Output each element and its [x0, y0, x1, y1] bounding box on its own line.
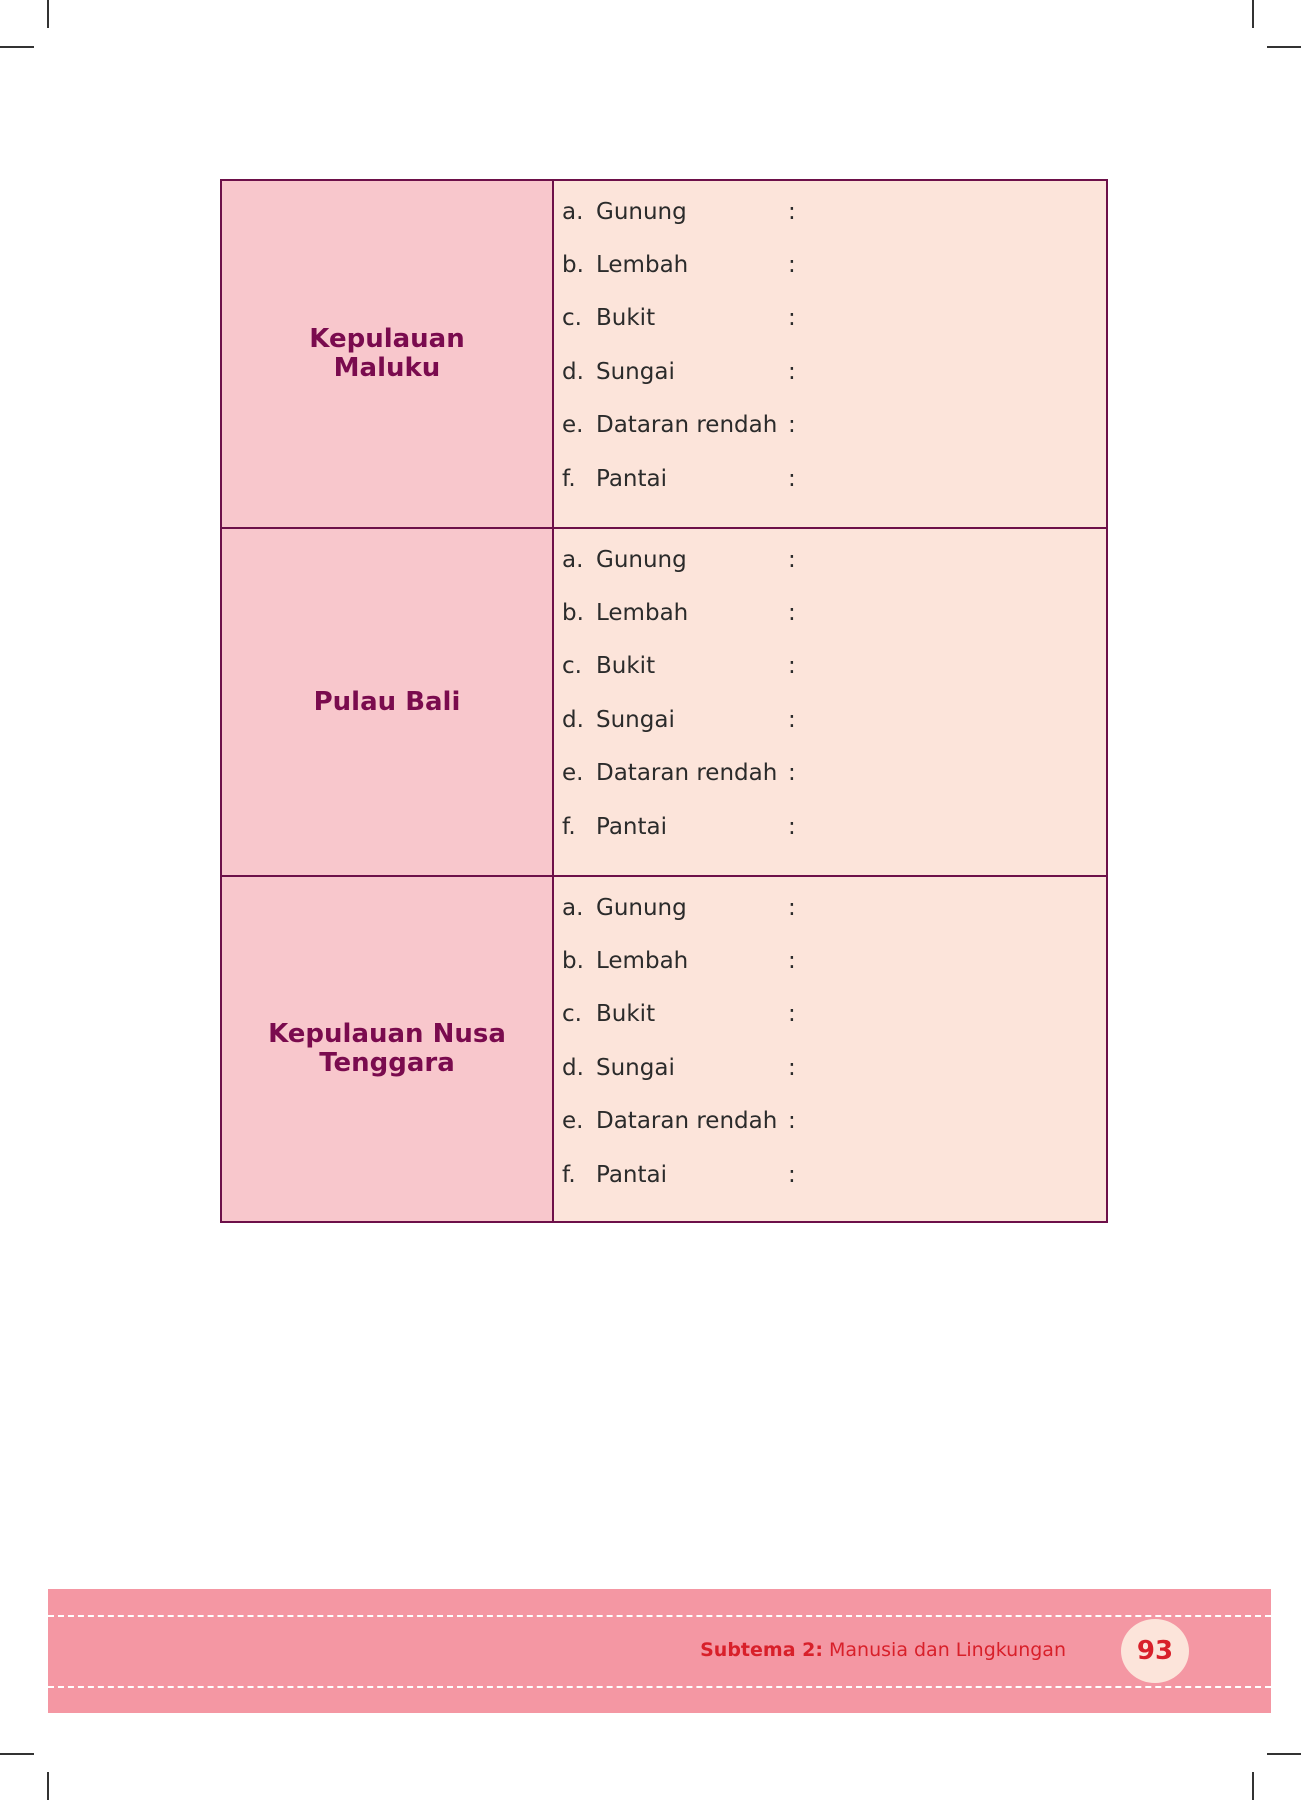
feature-label: Bukit	[596, 305, 656, 332]
feature-item	[554, 988, 1106, 1041]
subtema-label: Subtema 2:	[700, 1639, 823, 1661]
feature-colon: :	[788, 948, 796, 975]
feature-letter: c.	[562, 1001, 582, 1028]
feature-item	[554, 399, 1106, 452]
feature-item	[554, 452, 1106, 505]
feature-colon: :	[788, 546, 796, 573]
feature-letter: f.	[562, 1161, 576, 1188]
feature-item	[554, 934, 1106, 987]
feature-letter: f.	[562, 465, 576, 492]
feature-item	[554, 693, 1106, 746]
feature-item	[554, 533, 1106, 586]
feature-label: Dataran rendah	[596, 760, 778, 787]
crop-mark	[1252, 0, 1254, 28]
feature-colon: :	[788, 252, 796, 279]
feature-item	[554, 747, 1106, 800]
feature-item	[554, 238, 1106, 291]
feature-colon: :	[788, 894, 796, 921]
feature-letter: e.	[562, 760, 584, 787]
features-cell	[554, 181, 1106, 527]
region-name-cell	[222, 181, 554, 527]
footer-dashed-line	[48, 1686, 1271, 1688]
feature-label: Sungai	[596, 358, 675, 385]
crop-mark	[47, 1772, 49, 1800]
feature-label: Gunung	[596, 546, 687, 573]
feature-colon: :	[788, 1001, 796, 1028]
feature-colon: :	[788, 600, 796, 627]
crop-mark	[1267, 46, 1301, 48]
feature-label: Pantai	[596, 1161, 668, 1188]
feature-colon: :	[788, 653, 796, 680]
feature-label: Dataran rendah	[596, 1108, 778, 1135]
feature-colon: :	[788, 465, 796, 492]
feature-colon: :	[788, 1108, 796, 1135]
feature-item	[554, 881, 1106, 934]
feature-item	[554, 1148, 1106, 1201]
feature-colon: :	[788, 412, 796, 439]
feature-letter: c.	[562, 653, 582, 680]
feature-label: Sungai	[596, 1054, 675, 1081]
crop-mark	[47, 0, 49, 28]
feature-label: Pantai	[596, 465, 668, 492]
feature-label: Dataran rendah	[596, 412, 778, 439]
feature-item	[554, 292, 1106, 345]
feature-colon: :	[788, 1161, 796, 1188]
region-name-cell	[222, 877, 554, 1221]
feature-item	[554, 185, 1106, 238]
feature-label: Lembah	[596, 948, 689, 975]
feature-letter: f.	[562, 813, 576, 840]
crop-mark	[1252, 1772, 1254, 1800]
feature-colon: :	[788, 760, 796, 787]
feature-colon: :	[788, 813, 796, 840]
feature-letter: a.	[562, 198, 584, 225]
feature-item	[554, 640, 1106, 693]
feature-letter: d.	[562, 706, 584, 733]
feature-letter: b.	[562, 252, 584, 279]
feature-label: Bukit	[596, 653, 656, 680]
feature-label: Bukit	[596, 1001, 656, 1028]
feature-label: Gunung	[596, 894, 687, 921]
feature-letter: a.	[562, 894, 584, 921]
crop-mark	[0, 1753, 34, 1755]
page-number: 93	[1136, 1636, 1174, 1666]
feature-item	[554, 1095, 1106, 1148]
feature-colon: :	[788, 706, 796, 733]
feature-label: Lembah	[596, 252, 689, 279]
feature-letter: b.	[562, 948, 584, 975]
region-name-cell	[222, 529, 554, 875]
footer-dashed-line	[48, 1615, 1271, 1617]
feature-label: Pantai	[596, 813, 668, 840]
feature-colon: :	[788, 358, 796, 385]
feature-letter: c.	[562, 305, 582, 332]
feature-letter: a.	[562, 546, 584, 573]
page-footer	[48, 1589, 1271, 1713]
feature-item	[554, 800, 1106, 853]
feature-letter: d.	[562, 358, 584, 385]
landform-worksheet-table	[220, 179, 1108, 1223]
feature-label: Lembah	[596, 600, 689, 627]
features-cell	[554, 529, 1106, 875]
feature-item	[554, 345, 1106, 398]
feature-colon: :	[788, 305, 796, 332]
subtema-title: Manusia dan Lingkungan	[829, 1639, 1066, 1661]
region-name: Kepulauan Maluku	[309, 324, 465, 383]
features-cell	[554, 877, 1106, 1221]
region-row-maluku	[222, 181, 1106, 529]
feature-letter: b.	[562, 600, 584, 627]
page-number-badge	[1121, 1619, 1189, 1683]
feature-colon: :	[788, 1054, 796, 1081]
feature-letter: d.	[562, 1054, 584, 1081]
feature-label: Sungai	[596, 706, 675, 733]
region-name: Pulau Bali	[313, 686, 461, 717]
region-row-bali	[222, 529, 1106, 877]
feature-item	[554, 1041, 1106, 1094]
feature-label: Gunung	[596, 198, 687, 225]
feature-item	[554, 586, 1106, 639]
feature-letter: e.	[562, 412, 584, 439]
crop-mark	[1267, 1753, 1301, 1755]
region-row-nusa-tenggara	[222, 877, 1106, 1221]
footer-subtema	[700, 1639, 1066, 1661]
crop-mark	[0, 46, 34, 48]
feature-colon: :	[788, 198, 796, 225]
feature-letter: e.	[562, 1108, 584, 1135]
region-name: Kepulauan Nusa Tenggara	[268, 1019, 506, 1078]
